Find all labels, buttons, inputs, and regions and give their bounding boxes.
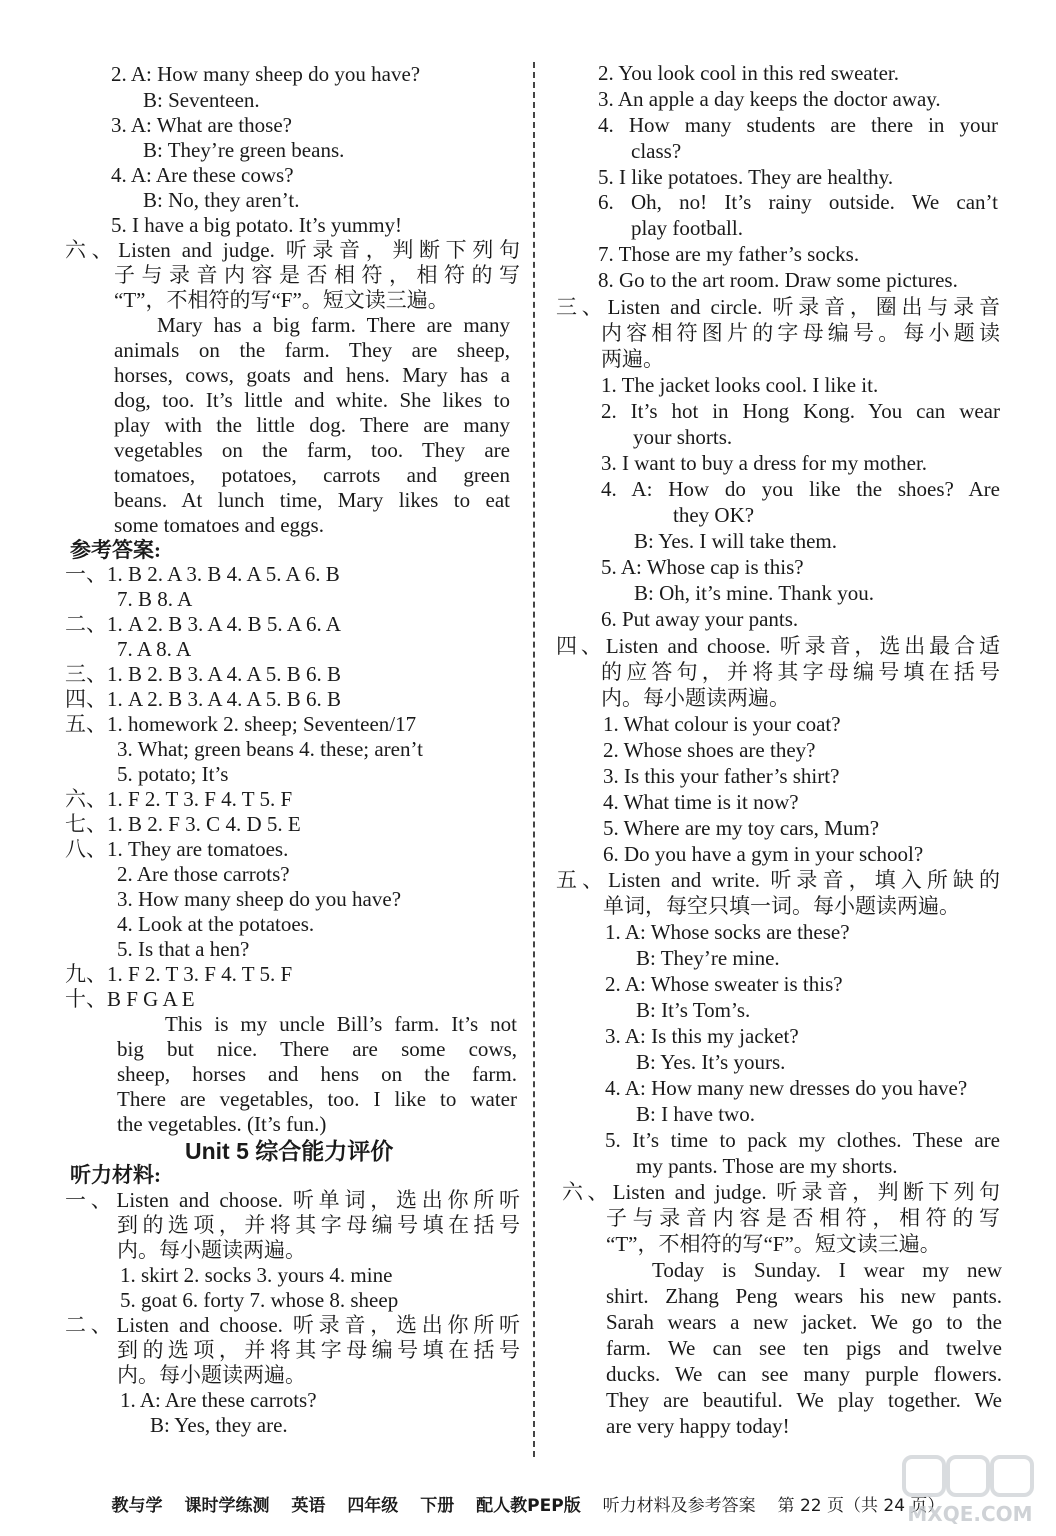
text-line: 2. A: How many sheep do you have? — [111, 62, 421, 86]
page-footer — [0, 1491, 1056, 1516]
text-line: 6. Put away your pants. — [601, 607, 799, 631]
unit-title: Unit 5 综合能力评价 — [185, 1138, 394, 1164]
text-line: 内。每小题读两遍。 — [601, 686, 790, 710]
footer-subject: 英语 — [291, 1496, 326, 1516]
section-heading: 四、Listen and choose. 听录音，选出最合适 — [556, 634, 1000, 658]
text-line: 1. A: Whose socks are these? — [605, 920, 850, 944]
footer-grade: 四年级 — [347, 1496, 399, 1516]
text-line: 6. Do you have a gym in your school? — [603, 842, 924, 866]
text-line: 1. A: Are these carrots? — [120, 1388, 317, 1412]
text-line: 4. A: How do you like the shoes? Are — [601, 477, 1000, 501]
text-line: class? — [631, 139, 682, 163]
text-line: B: Seventeen. — [143, 88, 260, 112]
passage-line: shirt. Zhang Peng wears his new pants. — [606, 1284, 1002, 1308]
text-line: 子与录音内容是否相符，相符的写 — [114, 263, 520, 287]
text-line: 内。每小题读两遍。 — [117, 1363, 306, 1387]
text-line: 子与录音内容是否相符，相符的写 — [606, 1206, 1000, 1230]
text-line: 5. It’s time to pack my clothes. These are — [605, 1128, 1000, 1152]
text-line: 4. How many students are there in your — [598, 113, 998, 137]
listening-heading: 听力材料: — [70, 1163, 161, 1187]
passage-line: ducks. We can see many purple flowers. — [606, 1362, 1002, 1386]
text-line: your shorts. — [633, 425, 733, 449]
text-line: 的应答句，并将其字母编号填在括号 — [601, 660, 1000, 684]
answer-line: 十、B F G A E — [65, 987, 195, 1011]
answer-line: 四、1. A 2. B 3. A 4. A 5. B 6. B — [65, 687, 341, 711]
text-line: B: Yes. It’s yours. — [636, 1050, 786, 1074]
answer-line: 5. Is that a hen? — [117, 937, 250, 961]
answer-line: 3. What; green beans 4. these; aren’t — [117, 737, 423, 761]
text-line: B: Yes, they are. — [150, 1413, 288, 1437]
passage-line: tomatoes, potatoes, carrots and green — [114, 463, 510, 487]
answer-line: 3. How many sheep do you have? — [117, 887, 402, 911]
text-line: 两遍。 — [601, 347, 664, 371]
word-list: 5. goat 6. forty 7. whose 8. sheep — [120, 1288, 399, 1312]
text-line: 单词，每空只填一词。每小题读两遍。 — [603, 894, 960, 918]
text-line: 3. A: What are those? — [111, 113, 292, 137]
text-line: 到的选项，并将其字母编号填在括号 — [117, 1338, 520, 1362]
text-line: 6. Oh, no! It’s rainy outside. We can’t — [598, 190, 998, 214]
answer-line: 7. A 8. A — [117, 637, 192, 661]
answer-line: 八、1. They are tomatoes. — [65, 837, 289, 861]
passage-line: Mary has a big farm. There are many — [157, 313, 510, 337]
text-line: 2. It’s hot in Hong Kong. You can wear — [601, 399, 1000, 423]
answer-line: 7. B 8. A — [117, 587, 193, 611]
answer-line: 4. Look at the potatoes. — [117, 912, 315, 936]
text-line: B: It’s Tom’s. — [636, 998, 751, 1022]
section-heading: 六、Listen and judge. 听录音，判断下列句 — [562, 1180, 1000, 1204]
text-line: 内。每小题读两遍。 — [117, 1238, 306, 1262]
text-line: 4. What time is it now? — [603, 790, 799, 814]
passage-line: Today is Sunday. I wear my new — [652, 1258, 1002, 1282]
passage-line: horses, cows, goats and hens. Mary has a — [114, 363, 510, 387]
text-line: B: No, they aren’t. — [143, 188, 300, 212]
text-line: B: Yes. I will take them. — [634, 529, 837, 553]
footer-page-number: 第 22 页（共 24 页） — [777, 1496, 945, 1516]
word-list: 1. skirt 2. socks 3. yours 4. mine — [120, 1263, 393, 1287]
text-line: B: Oh, it’s mine. Thank you. — [634, 581, 874, 605]
watermark-logo — [900, 1455, 1040, 1527]
text-line: 1. The jacket looks cool. I like it. — [601, 373, 879, 397]
section-heading: 一、Listen and choose. 听单词，选出你所听 — [65, 1188, 520, 1212]
text-line: 2. Whose shoes are they? — [603, 738, 816, 762]
text-line: they OK? — [673, 503, 755, 527]
text-line: 8. Go to the art room. Draw some pictures. — [598, 268, 958, 292]
text-line: 5. A: Whose cap is this? — [601, 555, 804, 579]
text-line: 5. I have a big potato. It’s yummy! — [111, 213, 403, 237]
section-heading: 二、Listen and choose. 听录音，选出你所听 — [65, 1313, 520, 1337]
text-line: play football. — [631, 216, 743, 240]
footer-series: 课时学练测 — [184, 1496, 270, 1516]
passage-line: This is my uncle Bill’s farm. It’s not — [165, 1012, 517, 1036]
text-line: 5. I like potatoes. They are healthy. — [598, 165, 894, 189]
text-line: 3. An apple a day keeps the doctor away. — [598, 87, 941, 111]
text-line: B: They’re green beans. — [143, 138, 345, 162]
text-line: 2. A: Whose sweater is this? — [605, 972, 843, 996]
text-line: my pants. Those are my shorts. — [636, 1154, 898, 1178]
passage-line: There are vegetables, too. I like to water — [117, 1087, 517, 1111]
footer-section: 听力材料及参考答案 — [602, 1496, 756, 1516]
section-heading: 五、Listen and write. 听录音，填入所缺的 — [556, 868, 1000, 892]
text-line: B: They’re mine. — [636, 946, 780, 970]
passage-line: some tomatoes and eggs. — [114, 513, 324, 537]
answer-line: 一、1. B 2. A 3. B 4. A 5. A 6. B — [65, 562, 340, 586]
passage-line: sheep, horses and hens on the farm. — [117, 1062, 517, 1086]
answer-line: 五、1. homework 2. sheep; Seventeen/17 — [65, 712, 417, 736]
text-line: 5. Where are my toy cars, Mum? — [603, 816, 880, 840]
text-line: 2. You look cool in this red sweater. — [598, 61, 899, 85]
passage-line: are very happy today! — [606, 1414, 790, 1438]
passage-line: animals on the farm. They are sheep, — [114, 338, 510, 362]
passage-line: the vegetables. (It’s fun.) — [117, 1112, 327, 1136]
watermark-text: MXQE.COM — [907, 1502, 1033, 1526]
text-line: B: I have two. — [636, 1102, 755, 1126]
column-divider — [533, 62, 535, 1457]
answer-line: 2. Are those carrots? — [117, 862, 290, 886]
text-line: 4. A: How many new dresses do you have? — [605, 1076, 968, 1100]
text-line: 1. What colour is your coat? — [603, 712, 841, 736]
text-line: 3. I want to buy a dress for my mother. — [601, 451, 928, 475]
answer-line: 九、1. F 2. T 3. F 4. T 5. F — [65, 962, 293, 986]
answers-heading: 参考答案: — [70, 538, 161, 562]
text-line: “T”，不相符的写“F”。短文读三遍。 — [606, 1232, 941, 1256]
text-line: 3. Is this your father’s shirt? — [603, 764, 840, 788]
footer-brand: 教与学 — [111, 1496, 163, 1516]
text-line: 到的选项，并将其字母编号填在括号 — [117, 1213, 520, 1237]
answer-line: 六、1. F 2. T 3. F 4. T 5. F — [65, 787, 293, 811]
text-line: “T”，不相符的写“F”。短文读三遍。 — [114, 288, 449, 312]
answer-line: 二、1. A 2. B 3. A 4. B 5. A 6. A — [65, 612, 341, 636]
passage-line: Sarah wears a new jacket. We go to the — [606, 1310, 1002, 1334]
passage-line: vegetables on the farm, too. They are — [114, 438, 510, 462]
passage-line: They are beautiful. We play together. We — [606, 1388, 1002, 1412]
footer-volume: 下册 — [420, 1496, 455, 1516]
passage-line: farm. We can see ten pigs and twelve — [606, 1336, 1002, 1360]
text-line: 3. A: Is this my jacket? — [605, 1024, 799, 1048]
section-heading: 三、Listen and circle. 听录音，圈出与录音 — [556, 295, 1000, 319]
footer-edition: 配人教PEP版 — [476, 1496, 581, 1516]
passage-line: big but nice. There are some cows, — [117, 1037, 517, 1061]
section-heading: 六、Listen and judge. 听录音，判断下列句 — [65, 238, 520, 262]
passage-line: beans. At lunch time, Mary likes to eat — [114, 488, 510, 512]
passage-line: dog, too. It’s little and white. She likes to — [114, 388, 510, 412]
answer-line: 七、1. B 2. F 3. C 4. D 5. E — [65, 812, 301, 836]
passage-line: play with the little dog. There are many — [114, 413, 510, 437]
text-line: 内容相符图片的字母编号。每小题读 — [601, 321, 1000, 345]
answer-line: 5. potato; It’s — [117, 762, 229, 786]
text-line: 7. Those are my father’s socks. — [598, 242, 860, 266]
answer-line: 三、1. B 2. B 3. A 4. A 5. B 6. B — [65, 662, 341, 686]
text-line: 4. A: Are these cows? — [111, 163, 294, 187]
